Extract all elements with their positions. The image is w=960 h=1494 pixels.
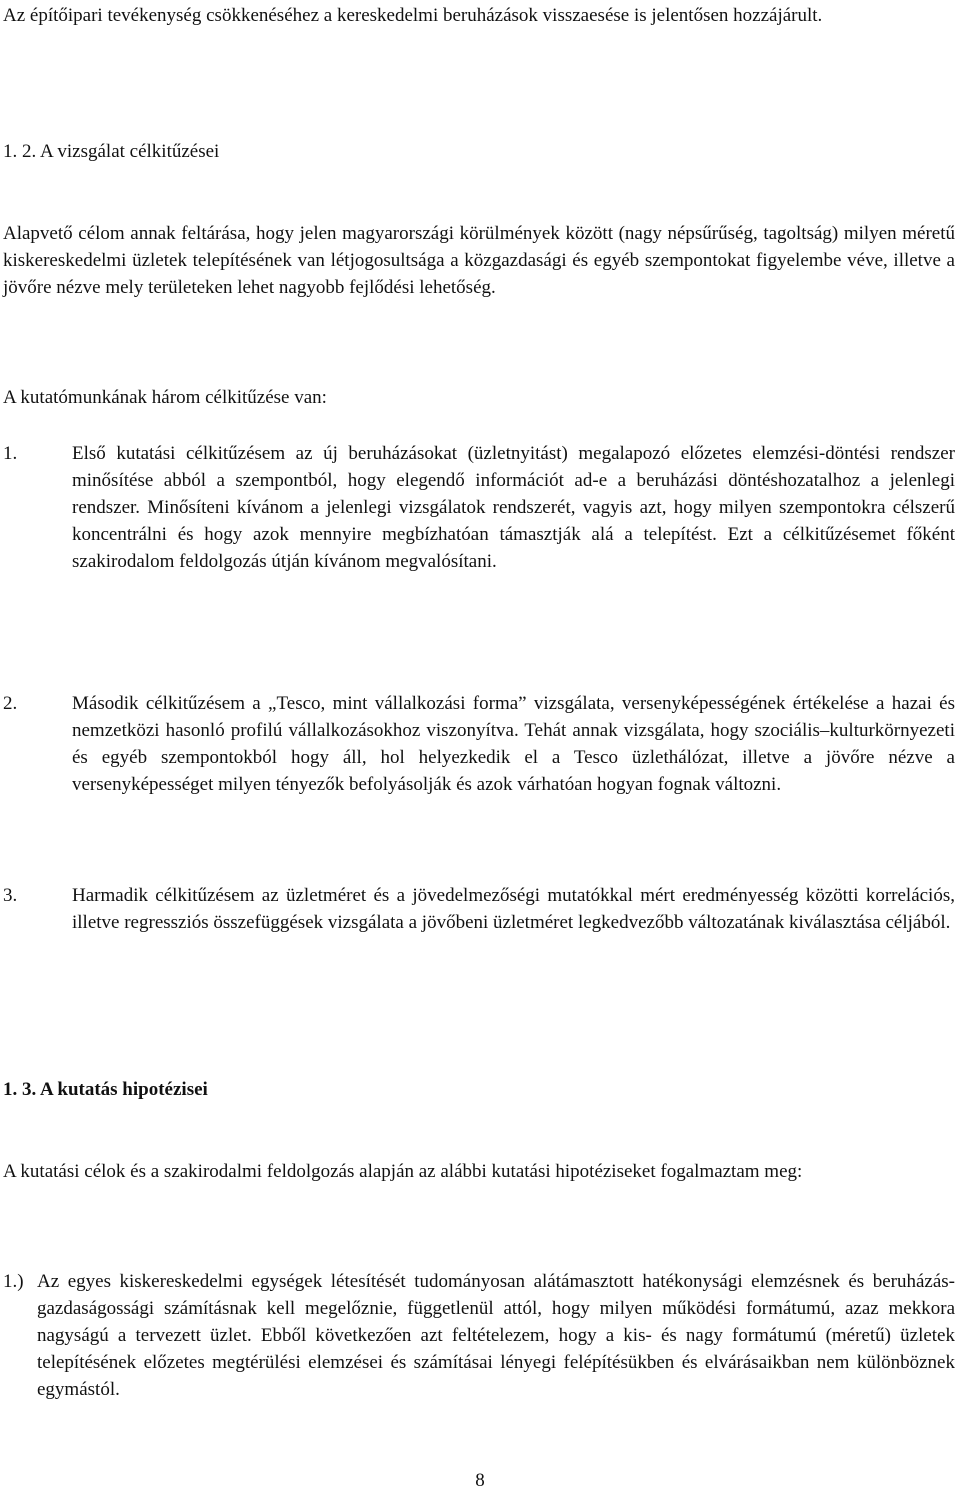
objective-number: 3.: [3, 885, 18, 906]
hypothesis-number: 1.): [3, 1271, 24, 1292]
objective-text: Második célkitűzésem a „Tesco, mint vállalkozási forma” vizsgálata, versenyképességének értékelése a hazai és nemzetközi hasonló profilú vállalkozásokhoz viszonyítva. Tehát annak vizsgálata, hogy szociális–kulturkörnyezeti és egyéb szempontokból hogy áll, hol helyezkedik el a Tesco üzlethálózat, illetve a jövőre nézve a versenyképességet milyen tényezők befolyásolják és azok várhatóan hogyan fognak változni.: [72, 693, 955, 795]
section-heading-objectives: 1. 2. A vizsgálat célkitűzései: [3, 141, 220, 162]
hypotheses-paragraph: A kutatási célok és a szakirodalmi feldolgozás alapján az alábbi kutatási hipotéziseket fogalmaztam meg:: [3, 1161, 803, 1182]
objective-item-3: [3, 882, 955, 936]
hypothesis-text: Az egyes kiskereskedelmi egységek létesítését tudományosan alátámasztott hatékonysági elemzésnek és beruházás-gazdaságossági számításnak kell megelőznie, függetlenül attól, hogy milyen működési formátumú, azaz mekkora nagyságú a tervezett üzlet. Ebből következően azt feltételezem, hogy a kis- és nagy formátumú (méretű) üzletek telepítésének előzetes megtérülési elemzései és számításai lényegi felépítésükben és elvárásaikban nem különböznek egymástól.: [37, 1271, 955, 1400]
page-number: 8: [475, 1470, 485, 1491]
objective-item-2: [3, 690, 955, 798]
intro-paragraph: Az építőipari tevékenység csökkenéséhez a kereskedelmi beruházások visszaesése is jelentősen hozzájárult.: [3, 5, 823, 26]
objective-text: Első kutatási célkitűzésem az új beruházásokat (üzletnyitást) megalapozó előzetes elemzési-döntési rendszer minősítése abból a szempontból, hogy elegendő információt ad-e a beruházási döntéshozatalhoz a jelenlegi rendszer. Minősíteni kívánom a jelenlegi vizsgálatok rendszerét, vagyis azt, hogy milyen szempontokra célszerű koncentrálni és hogy azok mennyire megbízhatóan támasztják alá a telepítést. Ezt a célkitűzésemet főként szakirodalom feldolgozás útján kívánom megvalósítani.: [72, 443, 955, 572]
section-heading-hypotheses: 1. 3. A kutatás hipotézisei: [3, 1079, 208, 1100]
objectives-lead: A kutatómunkának három célkitűzése van:: [3, 387, 327, 408]
objective-number: 2.: [3, 693, 18, 714]
objective-item-1: [3, 440, 955, 575]
objective-number: 1.: [3, 443, 18, 464]
objective-text: Harmadik célkitűzésem az üzletméret és a jövedelmezőségi mutatókkal mért eredményesség közötti korrelációs, illetve regressziós összefüggések vizsgálata a jövőbeni üzletméret legkedvezőbb változatának kiválasztása céljából.: [72, 885, 955, 933]
objectives-paragraph: Alapvető célom annak feltárása, hogy jelen magyarországi körülmények között (nagy népsűrűség, tagoltság) milyen méretű kiskereskedelmi üzletek telepítésének van létjogosultsága a közgazdasági és egyéb szempontokat figyelembe véve, illetve a jövőre nézve mely területeken lehet nagyobb fejlődési lehetőség.: [3, 223, 955, 298]
hypothesis-item-1: [3, 1268, 955, 1403]
